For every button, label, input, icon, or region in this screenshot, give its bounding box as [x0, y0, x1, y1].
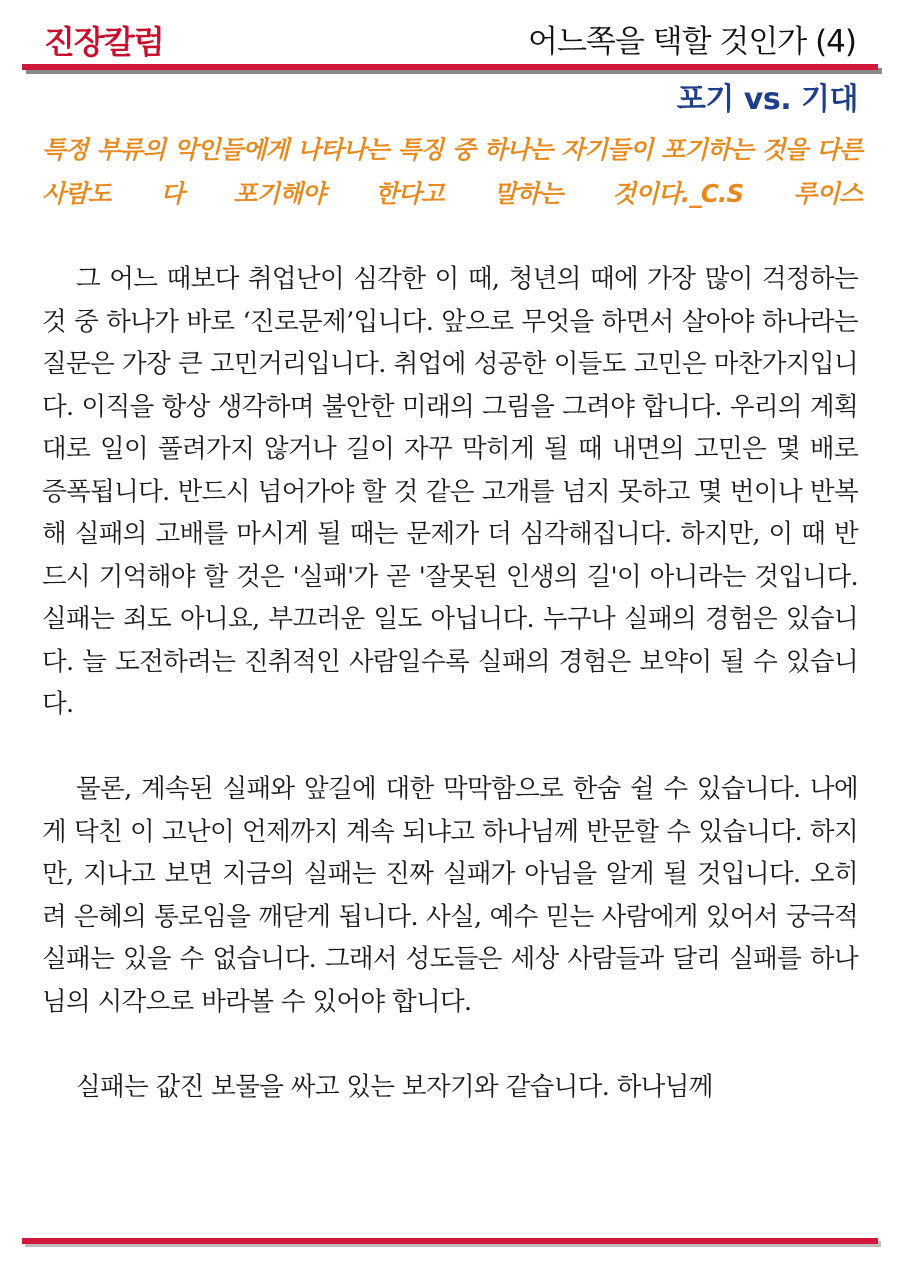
header-divider — [22, 64, 878, 70]
article-body — [42, 258, 858, 1108]
body-paragraph: 물론, 계속된 실패와 앞길에 대한 막막함으로 한숨 쉴 수 있습니다. 나에게 닥친 이 고난이 언제까지 계속 되냐고 하나님께 반문할 수 있습니다. 하지만, 지나고 보면 지금의 실패는 진짜 실패가 아님을 알게 될 것입니다. 오히려 은혜의 통로임을 깨닫게 됩니다. 사실, 예수 믿는 사람에게 있어서 궁극적 실패는 있을 수 없습니다. 그래서 성도들은 세상 사람들과 달리 실패를 하나님의 시각으로 바라볼 수 있어야 합니다. — [42, 774, 858, 1017]
article-subtitle: 포기 vs. 기대 — [676, 82, 858, 117]
column-brand: 진장칼럼 — [44, 23, 164, 61]
body-paragraph: 실패는 값진 보물을 싸고 있는 보자기와 같습니다. 하나님께 — [76, 1071, 713, 1102]
series-title: 어느쪽을 택할 것인가 (4) — [528, 24, 856, 60]
footer-divider — [22, 1238, 878, 1244]
epigraph-quote: 특정 부류의 악인들에게 나타나는 특징 중 하나는 자기들이 포기하는 것을 다른 사람도 다 포기해야 한다고 말하는 것이다._C.S 루이스 — [42, 135, 862, 208]
page-header — [44, 20, 856, 64]
body-paragraph: 그 어느 때보다 취업난이 심각한 이 때, 청년의 때에 가장 많이 걱정하는 것 중 하나가 바로 ‘진로문제’입니다. 앞으로 무엇을 하면서 살아야 하나라는 질문은 가장 큰 고민거리입니다. 취업에 성공한 이들도 고민은 마찬가지입니다. 이직을 항상 생각하며 불안한 미래의 그림을 그려야 합니다. 우리의 계획대로 일이 풀려가지 않거나 길이 자꾸 막히게 될 때 내면의 고민은 몇 배로 증폭됩니다. 반드시 넘어가야 할 것 같은 고개를 넘지 못하고 몇 번이나 반복해 실패의 고배를 마시게 될 때는 문제가 더 심각해집니다. 하지만, 이 때 반드시 기억해야 할 것은 '실패'가 곧 '잘못된 인생의 길'이 아니라는 것입니다. 실패는 죄도 아니요, 부끄러운 일도 아닙니다. 누구나 실패의 경험은 있습니다. 늘 도전하려는 진취적인 사람일수록 실패의 경험은 보약이 될 수 있습니다. — [42, 264, 858, 719]
